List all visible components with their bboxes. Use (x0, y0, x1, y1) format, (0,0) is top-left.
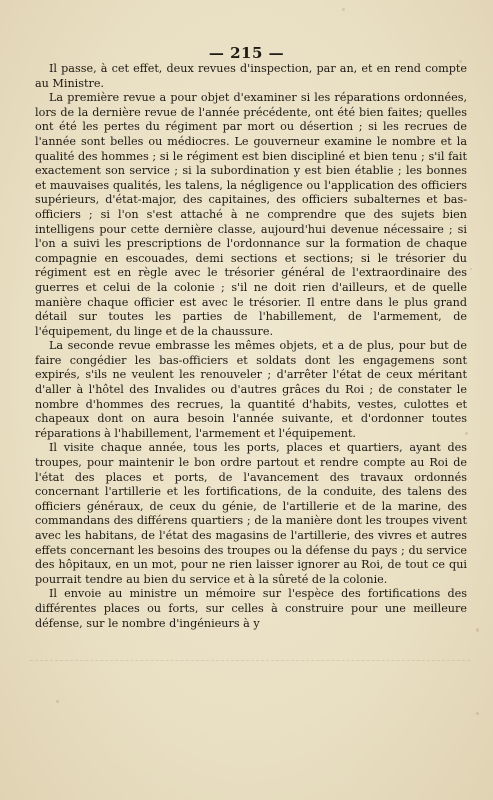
foxing-spot (476, 628, 479, 632)
page-number-header: — 215 — (208, 44, 285, 62)
foxing-spot (342, 8, 345, 11)
paragraph: La première revue a pour objet d'examiner si les réparations ordonnées, lors de la dernière revue de l'année précédente, ont été bien faites; quelles ont été les pertes du régiment par mort ou désertion ; si les recrues de l'année sont belles ou médiocres. Le gouverneur examine le nombre et la qualité des hommes ; si le régiment est bien discipliné et bien tenu ; s'il fait exactement son service ; si la subordination y est bien établie ; les bonnes et mauvaises qualités, les talens, la négligence ou l'application des officiers supérieurs, d'état-major, des capitaines, des officiers subalternes et bas-officiers ; si l'on s'est attaché à ne comprendre que des sujets bien intelligens pour cette dernière classe, aujourd'hui devenue nécessaire ; si l'on a suivi les prescriptions de l'ordonnance sur la formation de chaque compagnie en escouades, demi sections et sections; si le trésorier du régiment est en règle avec le trésorier général de l'extraordinaire des guerres et celui de la colonie ; s'il ne doit rien d'ailleurs, et de quelle manière chaque officier est avec le trésorier. Il entre dans le plus grand détail sur toutes les parties de l'habillement, de l'armement, de l'équipement, du linge et de la chaussure. (35, 91, 467, 338)
paragraph: Il passe, à cet effet, deux revues d'inspection, par an, et en rend compte au Ministre. (35, 62, 467, 90)
foxing-spot (476, 712, 479, 715)
bottom-divider (30, 660, 470, 661)
foxing-spot (56, 700, 59, 703)
foxing-spot (470, 268, 472, 270)
paragraph: La seconde revue embrasse les mêmes objets, et a de plus, pour but de faire congédier les bas-officiers et soldats dont les engagemens sont expirés, s'ils ne veulent les renouveler ; d'arrêter l'état de ceux méritant d'aller à l'hôtel des Invalides ou d'autres grâces du Roi ; de constater le nombre d'hommes des recrues, la quantité d'habits, vestes, culottes et chapeaux dont on aura besoin l'année suivante, et d'ordonner toutes réparations à l'habillement, l'armement et l'équipement. (35, 339, 467, 440)
paragraph: Il visite chaque année, tous les ports, places et quartiers, ayant des troupes, pour maintenir le bon ordre partout et rendre compte au Roi de l'état des places et ports, de l'avancement des travaux ordonnés concernant l'artillerie et les fortifications, de la conduite, des talens des officiers généraux, de ceux du génie, de l'artillerie et de la marine, des commandans des différens quartiers ; de la manière dont les troupes vivent avec les habitans, de l'état des magasins de l'artillerie, des vivres et autres effets concernant les besoins des troupes ou la défense du pays ; du service des hôpitaux, en un mot, pour ne rien laisser ignorer au Roi, de tout ce qui pourrait tendre au bien du service et à la sûreté de la colonie. (35, 441, 467, 586)
page-body-text (35, 62, 467, 631)
paragraph: Il envoie au ministre un mémoire sur l'espèce des fortifications des différentes places ou forts, sur celles à construire pour une meilleure défense, sur le nombre d'ingénieurs à y (35, 587, 467, 630)
